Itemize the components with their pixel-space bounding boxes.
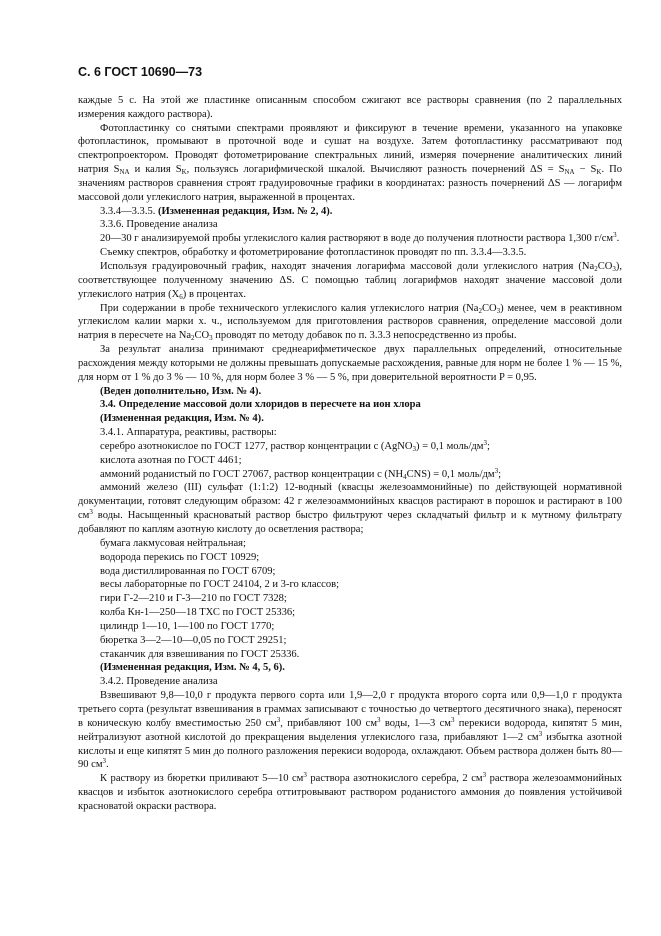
document-page [78,66,622,814]
paragraph-p06: Съемку спектров, обработку и фотометрирование фотопластинок проводят по пп. 3.3.4—3.3.5. [100,247,527,259]
paragraph-p18: бумага лакмусовая нейтральная; [100,537,246,549]
paragraph-p29: Взвешивают 9,8—10,0 г продукта первого сорта или 1,9—2,0 г продукта второго сорта или 0,9—1,0 г продукта третьего сорта (результат взвешивания в граммах записывают с точностью до четвертого десятичного знака), переносят в коническую колбу вместимостью 250 $см^3$, прибавляют 100 $см^3$ воды, 1—3 $см^3$ перекиси водорода, кипятят 5 мин, нейтрализуют азотной кислотой до прекращения выделения углекислого газа, прибавляют 1—2 $см^3$ избытка азотной кислоты и еще кипятят 5 мин до полного разложения перекиси водорода, охлаждают. Объем раствора должен быть 80—90 $см^3$. [78,690,623,771]
paragraph-p12: (Измененная редакция, Изм. № 4). [100,413,264,425]
paragraph-p17: аммоний железо (III) сульфат (1:1:2) 12-водный (квасцы железоаммонийные) по действующей нормативной документации, готовят следующим образом: 42 г железоаммонийных квасцов растирают в порошок и растирают в 100 $см^3$ воды. Насыщенный красноватый раствор быстро фильтруют через складчатый фильтр и к мутному фильтрату добавляют по каплям азотную кислоту до осветления раствора; [78,482,622,535]
paragraph-p07: Используя градуировочный график, находят значения логарифма массовой доли углекислого натрия $(Na_2CO_3)$, соответствующее полученному значению ΔS. С помощью таблиц логарифмов находят значение массовой доли углекислого натрия $(X_6)$ в процентах. [78,260,622,301]
page-header: С. 6 ГОСТ 10690—73 [78,65,203,79]
paragraph-p11: 3.4. Определение массовой доли хлоридов в пересчете на ион хлора [100,399,421,411]
paragraph-p13: 3.4.1. Аппаратура, реактивы, растворы: [100,427,277,439]
paragraph-p16: аммоний роданистый по ГОСТ 27067, раствор концентрации c $(NH_4CNS) = 0,1$ моль/$дм^3$; [100,466,502,481]
paragraph-p20: вода дистиллированная по ГОСТ 6709; [100,565,276,577]
paragraph-p09: За результат анализа принимают среднеарифметическое двух параллельных определений, относительные расхождения между которыми не должны превышать допускаемые расхождения, равные для норм не более 1 % — 15 %, для норм от 1 % до 3 % — 10 %, для норм более 3 % — 5 %, при доверительной вероятности P = 0,95. [78,344,622,383]
paragraph-p23: колба Кн-1—250—18 ТХС по ГОСТ 25336; [100,607,296,619]
paragraph-p19: водорода перекись по ГОСТ 10929; [100,551,260,563]
paragraph-p24: цилиндр 1—10, 1—100 по ГОСТ 1770; [100,620,275,632]
paragraph-p26: стаканчик для взвешивания по ГОСТ 25336. [100,648,300,660]
paragraph-p10: (Веден дополнительно, Изм. № 4). [100,385,262,397]
paragraph-p04: 3.3.6. Проведение анализа [100,219,218,231]
paragraph-p28: 3.4.2. Проведение анализа [100,676,218,688]
paragraph-p08: При содержании в пробе технического углекислого калия углекислого натрия $(Na_2CO_3)$ менее, чем в реактивном углекислом калии марки х. ч., используемом для приготовления растворов сравнения, определение массовой доли натрия в пересчете на $Na_2CO_3$ проводят по методу добавок по п. 3.3.3 непосредственно из пробы. [78,302,622,343]
paragraph-p30: К раствору из бюретки приливают 5—10 $см^3$ раствора азотнокислого серебра, 2 $см^3$ раствора железоаммонийных квасцов и избыток азотнокислого серебра оттитровывают раствором роданистого аммония до появления устойчивой красноватой окраски раствора. [78,771,622,812]
paragraph-p14: серебро азотнокислое по ГОСТ 1277, раствор концентрации c (AgNO$_3$) = 0,1 моль/$дм^3$; [100,438,490,453]
paragraph-p03: 3.3.4—3.3.5. (Измененная редакция, Изм. № 2, 4). [100,205,333,217]
paragraph-p15: кислота азотная по ГОСТ 4461; [100,454,242,466]
paragraph-p22: гири Г-2—210 и Г-3—210 по ГОСТ 7328; [100,593,287,605]
paragraph-p02: Фотопластинку со снятыми спектрами проявляют и фиксируют в течение времени, указанного на упаковке фотопластинок, промывают в проточной воде и сушат на воздухе. Затем фотопластинку рассматривают под спектропроектором. Проводят фотометрирование спектральных линий, измеряя почернение аналитических линий натрия $S_{NA}$ и калия $S_K$, пользуясь логарифмической шкалой. Вычисляют разность почернений $\Delta S = S_{NA} - S_K$. По значениям растворов сравнения строят градуировочные графики в координатах: разность почернений ΔS — логарифм массовой доли углекислого натрия, выраженной в процентах. [78,122,623,203]
document-body [78,94,622,814]
paragraph-p21: весы лабораторные по ГОСТ 24104, 2 и 3-го классов; [100,579,340,591]
paragraph-p01: каждые 5 с. На этой же пластинке описанным способом сжигают все растворы сравнения (по 2 параллельных измерения каждого раствора). [78,94,622,120]
paragraph-p27: (Измененная редакция, Изм. № 4, 5, 6). [100,662,285,674]
paragraph-p05: 20—30 г анализируемой пробы углекислого калия растворяют в воде до получения плотности раствора 1,300 $г/см^3$. [100,231,620,245]
paragraph-p25: бюретка 3—2—10—0,05 по ГОСТ 29251; [100,634,287,646]
